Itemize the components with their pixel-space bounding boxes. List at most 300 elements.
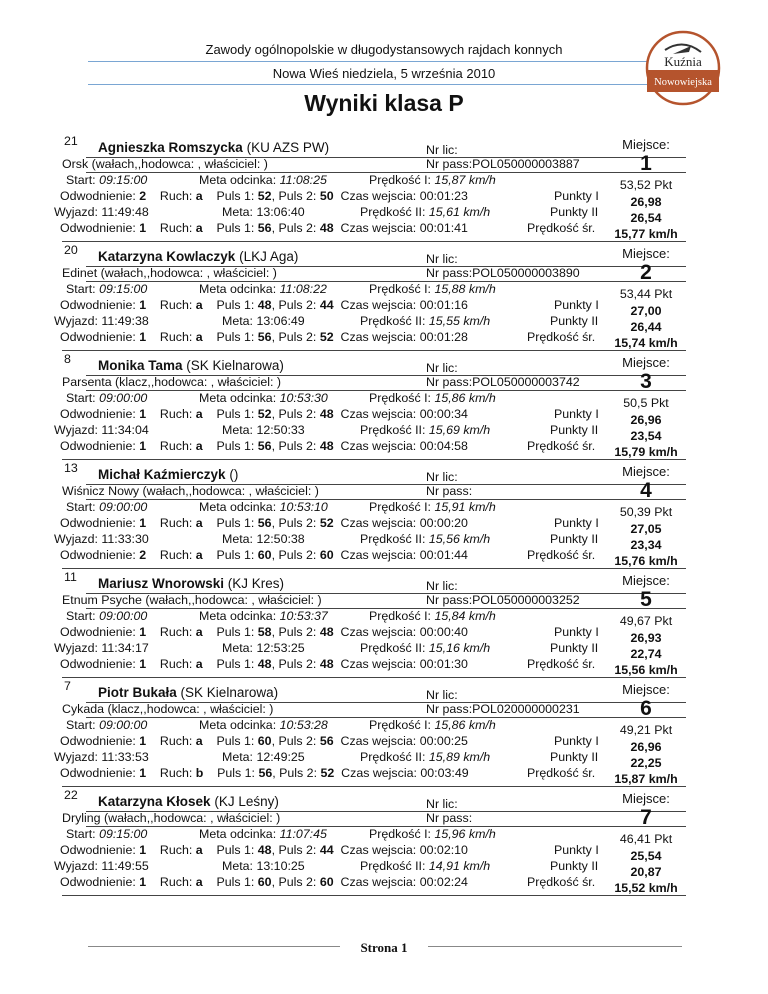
ruch-value: a <box>195 625 203 639</box>
entry-divider <box>62 895 686 896</box>
passport-number: Nr pass:POL020000000231 <box>426 702 580 716</box>
license-label: Nr lic: <box>426 579 458 593</box>
rider-line <box>98 140 329 155</box>
speed1-label: Prędkość I: <box>369 500 431 514</box>
placement-box <box>606 679 686 786</box>
place-label: Miejsce: <box>622 464 670 479</box>
meta-odcinka-time: 10:53:10 <box>279 500 328 514</box>
czas-label: Czas wejscia: <box>340 221 417 235</box>
header-divider <box>88 61 682 62</box>
license-label: Nr lic: <box>426 797 458 811</box>
stage1-line <box>66 500 147 515</box>
place-label: Miejsce: <box>622 355 670 370</box>
ruch-label: Ruch: <box>159 298 193 312</box>
speed2-line <box>360 205 490 220</box>
meta-time: 13:06:40 <box>256 205 305 219</box>
license-label: Nr lic: <box>426 688 458 702</box>
points2-value: 26,44 <box>630 320 662 334</box>
meta-odcinka-line <box>199 282 327 297</box>
meta-time: 13:10:25 <box>256 859 305 873</box>
czas-value: 00:01:41 <box>419 221 468 235</box>
czas-label: Czas wejscia: <box>340 734 417 748</box>
czas-label: Czas wejscia: <box>341 766 417 780</box>
entry-divider <box>62 786 686 787</box>
speed2-label: Prędkość II: <box>360 750 426 764</box>
wyjazd-label: Wyjazd: <box>54 314 98 328</box>
puls2-value: 56 <box>319 734 334 748</box>
points1-label: Punkty I <box>554 189 599 203</box>
points2-label: Punkty II <box>550 641 599 655</box>
place-number: 5 <box>640 588 652 611</box>
wyjazd-line <box>54 532 149 547</box>
speed2-label: Prędkość II: <box>360 205 426 219</box>
average-speed-label: Prędkość śr. <box>527 657 596 671</box>
puls2-label: Puls 2: <box>278 875 317 889</box>
odwodnienie-label: Odwodnienie: <box>60 548 136 562</box>
result-entry <box>54 679 686 788</box>
czas-value: 00:01:23 <box>419 189 468 203</box>
points1-label: Punkty I <box>554 298 599 312</box>
place-label: Miejsce: <box>622 791 670 806</box>
puls1-label: Puls 1: <box>216 875 255 889</box>
ruch-value: b <box>195 766 204 780</box>
czas-value: 00:03:49 <box>420 766 469 780</box>
start-number: 22 <box>64 788 78 802</box>
average-speed-value: 15,56 km/h <box>614 663 678 677</box>
average-speed-value: 15,52 km/h <box>614 881 678 895</box>
points1-label: Punkty I <box>554 625 599 639</box>
start-number: 7 <box>64 679 71 693</box>
ruch-value: a <box>195 875 203 889</box>
speed1-value: 15,96 km/h <box>434 827 496 841</box>
speed1-label: Prędkość I: <box>369 173 431 187</box>
start-time: 09:15:00 <box>99 173 148 187</box>
puls2-label: Puls 2: <box>278 734 317 748</box>
odwodnienie-label: Odwodnienie: <box>60 657 136 671</box>
vet2-line: Odwodnienie: 1 Ruch: a Puls 1: 48, Puls 2: 48 Czas wejscia: 00:01:30 <box>60 657 468 671</box>
ruch-value: a <box>195 516 203 530</box>
rider-line <box>98 685 278 700</box>
puls1-value: 56 <box>257 330 272 344</box>
ruch-value: a <box>195 189 203 203</box>
points1-value: 26,98 <box>630 195 662 209</box>
rider-club: (KJ Kres) <box>227 576 285 591</box>
czas-value: 00:01:30 <box>419 657 468 671</box>
start-label: Start: <box>66 282 96 296</box>
entry-divider <box>62 241 686 242</box>
odwodnienie-label: Odwodnienie: <box>60 516 136 530</box>
stage1-line <box>66 391 147 406</box>
puls1-label: Puls 1: <box>216 221 255 235</box>
wyjazd-label: Wyjazd: <box>54 641 98 655</box>
wyjazd-time: 11:49:55 <box>101 859 149 873</box>
place-label: Miejsce: <box>622 682 670 697</box>
total-points: 49,67 Pkt <box>619 614 673 628</box>
rider-line <box>98 794 279 809</box>
license-label: Nr lic: <box>426 252 458 266</box>
speed2-value: 15,16 km/h <box>428 641 491 655</box>
puls1-value: 48 <box>257 843 272 857</box>
odwodnienie-value: 2 <box>139 189 147 203</box>
horse-info: Etnum Psyche (wałach,,hodowca: , właściciel: ) <box>62 593 322 607</box>
meta-odcinka-label: Meta odcinka: <box>199 282 277 296</box>
puls1-value: 56 <box>257 439 272 453</box>
czas-label: Czas wejscia: <box>340 516 417 530</box>
rider-club: (SK Kielnarowa) <box>180 685 279 700</box>
rider-club: () <box>229 467 239 482</box>
czas-value: 00:02:10 <box>419 843 468 857</box>
points1-value: 26,96 <box>630 740 662 754</box>
points1-value: 25,54 <box>630 849 662 863</box>
odwodnienie-value: 1 <box>139 330 147 344</box>
speed1-label: Prędkość I: <box>369 282 431 296</box>
speed1-label: Prędkość I: <box>369 827 431 841</box>
average-speed-label: Prędkość śr. <box>527 766 596 780</box>
total-points: 53,52 Pkt <box>619 178 673 192</box>
czas-label: Czas wejscia: <box>340 189 417 203</box>
czas-label: Czas wejscia: <box>340 657 417 671</box>
license-label: Nr lic: <box>426 361 458 375</box>
points1-label: Punkty I <box>554 407 599 421</box>
puls1-label: Puls 1: <box>216 843 255 857</box>
ruch-label: Ruch: <box>159 766 193 780</box>
rider-name: Monika Tama <box>98 358 183 373</box>
ruch-value: a <box>195 330 203 344</box>
meta-label: Meta: <box>222 532 253 546</box>
ruch-label: Ruch: <box>159 625 193 639</box>
points1-label: Punkty I <box>554 843 599 857</box>
logo-text-1: Kuźnia <box>664 54 702 69</box>
vet1-line: Odwodnienie: 1 Ruch: a Puls 1: 52, Puls 2: 48 Czas wejscia: 00:00:34 <box>60 407 468 421</box>
vet2-line: Odwodnienie: 2 Ruch: a Puls 1: 60, Puls 2: 60 Czas wejscia: 00:01:44 <box>60 548 468 562</box>
rider-name: Piotr Bukała <box>98 685 177 700</box>
points2-label: Punkty II <box>550 423 599 437</box>
start-label: Start: <box>66 827 96 841</box>
odwodnienie-label: Odwodnienie: <box>60 407 136 421</box>
result-entry <box>54 352 686 461</box>
document-header-line2: Nowa Wieś niedziela, 5 września 2010 <box>272 66 496 81</box>
speed2-label: Prędkość II: <box>360 532 426 546</box>
ruch-label: Ruch: <box>159 189 193 203</box>
puls1-value: 52 <box>257 407 272 421</box>
puls2-value: 48 <box>319 221 334 235</box>
speed1-label: Prędkość I: <box>369 391 431 405</box>
meta-time: 13:06:49 <box>256 314 305 328</box>
speed2-label: Prędkość II: <box>360 314 426 328</box>
page-title: Wyniki klasa P <box>304 90 464 116</box>
meta-line <box>222 314 305 329</box>
odwodnienie-value: 2 <box>139 548 147 562</box>
points2-value: 23,34 <box>630 538 662 552</box>
odwodnienie-label: Odwodnienie: <box>60 298 136 312</box>
puls2-label: Puls 2: <box>278 189 317 203</box>
vet2-line: Odwodnienie: 1 Ruch: b Puls 1: 56, Puls 2: 52 Czas wejscia: 00:03:49 <box>60 766 469 780</box>
stage1-line <box>66 827 147 842</box>
start-label: Start: <box>66 500 96 514</box>
ruch-label: Ruch: <box>159 330 193 344</box>
place-number: 7 <box>640 806 652 829</box>
meta-time: 12:50:33 <box>256 423 305 437</box>
wyjazd-line <box>54 859 149 874</box>
czas-value: 00:00:25 <box>419 734 468 748</box>
puls2-value: 60 <box>319 548 334 562</box>
ruch-label: Ruch: <box>159 548 193 562</box>
puls2-label: Puls 2: <box>278 625 317 639</box>
meta-odcinka-line <box>199 609 328 624</box>
horse-info: Dryling (wałach,,hodowca: , właściciel: ) <box>62 811 281 825</box>
vet2-line: Odwodnienie: 1 Ruch: a Puls 1: 56, Puls 2: 48 Czas wejscia: 00:01:41 <box>60 221 468 235</box>
points1-value: 26,96 <box>630 413 662 427</box>
puls1-value: 48 <box>257 657 272 671</box>
meta-odcinka-line <box>199 827 327 842</box>
czas-label: Czas wejscia: <box>340 875 417 889</box>
puls2-label: Puls 2: <box>278 843 317 857</box>
odwodnienie-label: Odwodnienie: <box>60 875 136 889</box>
puls2-label: Puls 2: <box>278 516 317 530</box>
meta-odcinka-time: 11:08:22 <box>279 282 327 296</box>
ruch-value: a <box>195 298 203 312</box>
puls1-value: 56 <box>258 766 273 780</box>
wyjazd-line <box>54 641 149 656</box>
puls1-label: Puls 1: <box>216 516 255 530</box>
speed1-value: 15,91 km/h <box>434 500 496 514</box>
puls2-value: 52 <box>320 766 335 780</box>
puls2-value: 60 <box>319 875 334 889</box>
passport-number: Nr pass:POL050000003742 <box>426 375 580 389</box>
results-list <box>54 134 686 897</box>
rider-club: (SK Kielnarowa) <box>186 358 284 373</box>
horse-info: Parsenta (klacz,,hodowca: , właściciel: ) <box>62 375 281 389</box>
vet1-line: Odwodnienie: 2 Ruch: a Puls 1: 52, Puls 2: 50 Czas wejscia: 00:01:23 <box>60 189 468 203</box>
passport-number: Nr pass:POL050000003252 <box>426 593 580 607</box>
puls1-label: Puls 1: <box>216 189 255 203</box>
speed2-value: 15,61 km/h <box>428 205 491 219</box>
document-header-line1: Zawody ogólnopolskie w długodystansowych rajdach konnych <box>205 42 563 57</box>
license-label: Nr lic: <box>426 470 458 484</box>
total-points: 46,41 Pkt <box>619 832 673 846</box>
start-label: Start: <box>66 173 96 187</box>
place-number: 1 <box>640 152 652 175</box>
meta-odcinka-time: 10:53:37 <box>279 609 328 623</box>
total-points: 50,5 Pkt <box>623 396 669 410</box>
czas-label: Czas wejscia: <box>340 330 417 344</box>
wyjazd-label: Wyjazd: <box>54 205 98 219</box>
czas-value: 00:00:20 <box>419 516 468 530</box>
logo-graphic <box>643 28 723 108</box>
stage1-line <box>66 282 147 297</box>
points2-value: 22,25 <box>630 756 662 770</box>
puls1-label: Puls 1: <box>216 330 255 344</box>
points1-label: Punkty I <box>554 734 599 748</box>
speed2-label: Prędkość II: <box>360 859 426 873</box>
points2-label: Punkty II <box>550 314 599 328</box>
passport-number: Nr pass: <box>426 484 473 498</box>
wyjazd-time: 11:34:17 <box>101 641 149 655</box>
odwodnienie-label: Odwodnienie: <box>60 221 136 235</box>
puls1-label: Puls 1: <box>217 766 255 780</box>
points2-label: Punkty II <box>550 532 599 546</box>
meta-line <box>222 641 305 656</box>
speed1-line <box>369 827 496 842</box>
horse-info: Orsk (wałach,,hodowca: , właściciel: ) <box>62 157 268 171</box>
meta-odcinka-label: Meta odcinka: <box>199 500 277 514</box>
czas-label: Czas wejscia: <box>340 548 417 562</box>
ruch-value: a <box>195 657 203 671</box>
wyjazd-label: Wyjazd: <box>54 532 98 546</box>
puls2-label: Puls 2: <box>278 298 317 312</box>
puls2-value: 48 <box>319 407 334 421</box>
vet1-line: Odwodnienie: 1 Ruch: a Puls 1: 60, Puls 2: 56 Czas wejscia: 00:00:25 <box>60 734 468 748</box>
entry-divider <box>62 677 686 678</box>
rider-name: Katarzyna Kowlaczyk <box>98 249 236 264</box>
puls2-label: Puls 2: <box>278 548 317 562</box>
rider-line <box>98 576 284 591</box>
czas-value: 00:00:40 <box>419 625 468 639</box>
wyjazd-time: 11:34:04 <box>101 423 149 437</box>
puls1-label: Puls 1: <box>216 407 255 421</box>
meta-odcinka-time: 10:53:28 <box>279 718 328 732</box>
czas-label: Czas wejscia: <box>340 625 417 639</box>
horse-info: Cykada (klacz,,hodowca: , właściciel: ) <box>62 702 274 716</box>
rider-club: (LKJ Aga) <box>239 249 299 264</box>
meta-odcinka-line <box>199 173 327 188</box>
puls2-label: Puls 2: <box>278 657 317 671</box>
start-label: Start: <box>66 718 96 732</box>
points1-label: Punkty I <box>554 516 599 530</box>
start-time: 09:15:00 <box>99 827 148 841</box>
horse-info: Wiśnicz Nowy (wałach,,hodowca: , właściciel: ) <box>62 484 319 498</box>
odwodnienie-value: 1 <box>139 766 147 780</box>
czas-label: Czas wejscia: <box>340 843 417 857</box>
rider-name: Michał Kaźmierczyk <box>98 467 226 482</box>
speed2-line <box>360 859 490 874</box>
puls2-value: 44 <box>319 843 334 857</box>
points1-value: 27,05 <box>630 522 662 536</box>
points1-value: 27,00 <box>630 304 662 318</box>
ruch-value: a <box>195 734 203 748</box>
average-speed-value: 15,74 km/h <box>614 336 678 350</box>
stage1-line <box>66 173 147 188</box>
points2-value: 23,54 <box>630 429 662 443</box>
puls2-value: 50 <box>319 189 334 203</box>
placement-box <box>606 352 686 459</box>
average-speed-value: 15,87 km/h <box>614 772 678 786</box>
meta-odcinka-label: Meta odcinka: <box>199 391 277 405</box>
puls2-label: Puls 2: <box>278 221 317 235</box>
ruch-label: Ruch: <box>159 516 193 530</box>
ruch-label: Ruch: <box>159 221 193 235</box>
placement-box <box>606 570 686 677</box>
start-label: Start: <box>66 609 96 623</box>
puls2-value: 48 <box>319 625 334 639</box>
meta-odcinka-label: Meta odcinka: <box>199 173 277 187</box>
total-points: 50,39 Pkt <box>619 505 673 519</box>
place-label: Miejsce: <box>622 137 670 152</box>
odwodnienie-value: 1 <box>139 734 147 748</box>
place-number: 2 <box>640 261 652 284</box>
puls2-value: 52 <box>319 516 334 530</box>
czas-value: 00:02:24 <box>419 875 468 889</box>
meta-odcinka-line <box>199 718 328 733</box>
speed1-line <box>369 391 496 406</box>
meta-odcinka-time: 11:08:25 <box>279 173 327 187</box>
placement-box <box>606 134 686 241</box>
meta-odcinka-line <box>199 500 328 515</box>
odwodnienie-label: Odwodnienie: <box>60 189 136 203</box>
page-number: Strona 1 <box>340 940 428 956</box>
odwodnienie-value: 1 <box>139 221 147 235</box>
wyjazd-label: Wyjazd: <box>54 750 98 764</box>
odwodnienie-label: Odwodnienie: <box>60 843 136 857</box>
ruch-label: Ruch: <box>159 875 193 889</box>
average-speed-value: 15,76 km/h <box>614 554 678 568</box>
puls1-value: 60 <box>257 734 272 748</box>
place-label: Miejsce: <box>622 573 670 588</box>
placement-box <box>606 788 686 895</box>
stage1-line <box>66 609 147 624</box>
start-number: 13 <box>64 461 78 475</box>
speed2-line <box>360 532 490 547</box>
speed1-line <box>369 282 496 297</box>
result-entry <box>54 461 686 570</box>
points2-label: Punkty II <box>550 750 599 764</box>
czas-value: 00:00:34 <box>419 407 468 421</box>
meta-time: 12:53:25 <box>256 641 305 655</box>
result-entry <box>54 788 686 897</box>
start-time: 09:15:00 <box>99 282 148 296</box>
meta-label: Meta: <box>222 205 253 219</box>
speed2-value: 15,69 km/h <box>428 423 491 437</box>
meta-odcinka-label: Meta odcinka: <box>199 609 277 623</box>
points2-label: Punkty II <box>550 859 599 873</box>
meta-odcinka-label: Meta odcinka: <box>199 827 277 841</box>
start-number: 8 <box>64 352 71 366</box>
ruch-value: a <box>195 548 203 562</box>
kuznia-logo <box>643 28 723 108</box>
start-number: 21 <box>64 134 78 148</box>
puls1-value: 58 <box>257 625 272 639</box>
license-label: Nr lic: <box>426 143 458 157</box>
passport-number: Nr pass:POL050000003887 <box>426 157 580 171</box>
wyjazd-time: 11:49:38 <box>101 314 149 328</box>
puls2-label: Puls 2: <box>278 439 317 453</box>
czas-value: 00:01:44 <box>419 548 468 562</box>
puls1-label: Puls 1: <box>216 625 255 639</box>
entry-divider <box>62 568 686 569</box>
meta-label: Meta: <box>222 641 253 655</box>
speed2-line <box>360 423 490 438</box>
average-speed-value: 15,77 km/h <box>614 227 678 241</box>
entry-divider <box>62 350 686 351</box>
odwodnienie-value: 1 <box>139 407 147 421</box>
meta-line <box>222 423 305 438</box>
puls1-value: 48 <box>257 298 272 312</box>
vet1-line: Odwodnienie: 1 Ruch: a Puls 1: 58, Puls 2: 48 Czas wejscia: 00:00:40 <box>60 625 468 639</box>
meta-line <box>222 859 305 874</box>
odwodnienie-value: 1 <box>139 875 147 889</box>
ruch-value: a <box>195 221 203 235</box>
puls1-label: Puls 1: <box>216 657 255 671</box>
speed2-value: 15,55 km/h <box>428 314 491 328</box>
puls2-value: 48 <box>319 657 334 671</box>
rider-line <box>98 467 238 482</box>
puls1-label: Puls 1: <box>216 734 255 748</box>
odwodnienie-label: Odwodnienie: <box>60 439 136 453</box>
start-time: 09:00:00 <box>99 718 148 732</box>
ruch-label: Ruch: <box>159 734 193 748</box>
odwodnienie-value: 1 <box>139 439 147 453</box>
speed2-line <box>360 750 490 765</box>
